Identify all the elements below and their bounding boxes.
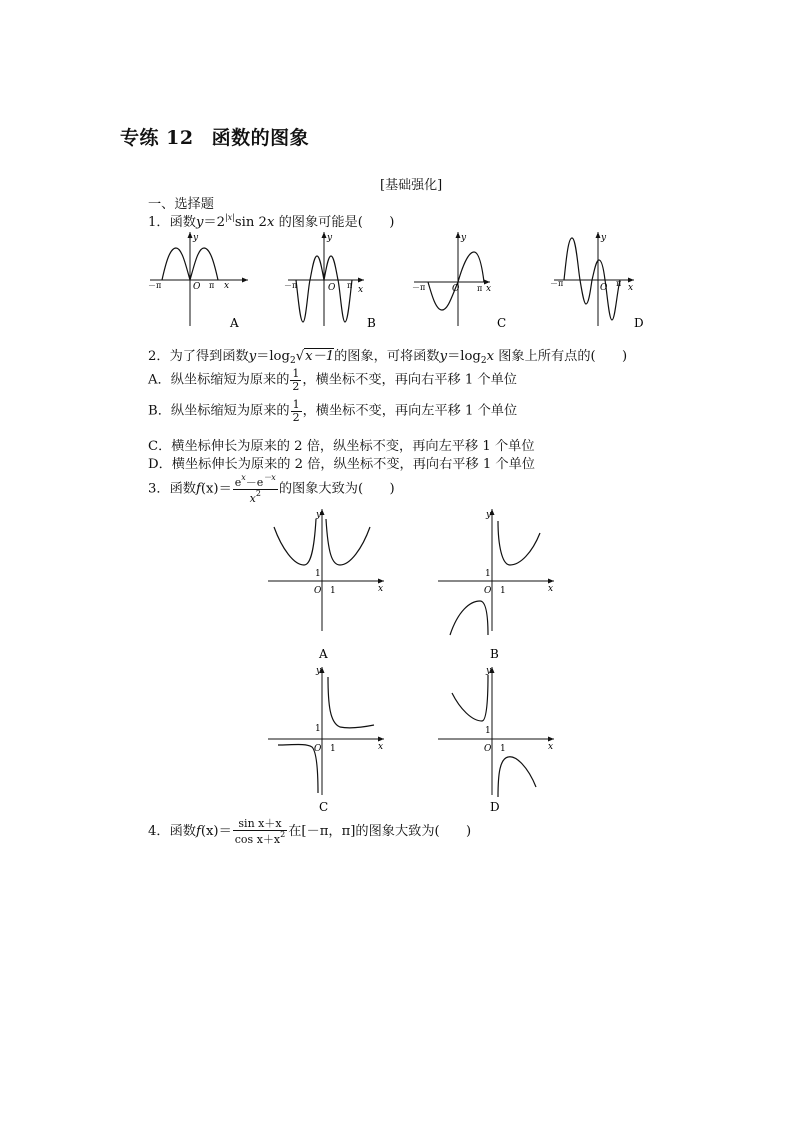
q2-option-d: D．横坐标伸长为原来的 2 倍，纵坐标不变，再向右平移 1 个单位 bbox=[148, 457, 535, 472]
q3-option-d: D bbox=[490, 800, 500, 814]
q3-func-f: f bbox=[195, 481, 201, 497]
q3c-one-x: 1 bbox=[330, 744, 336, 754]
q1-exponent: |x| bbox=[224, 213, 235, 222]
q3b-one-y: 1 bbox=[485, 569, 491, 579]
q2-opt-a-pre: A．纵坐标缩短为原来的 bbox=[148, 372, 290, 388]
q3-num-e1: e bbox=[234, 476, 242, 489]
q3d-one-x: 1 bbox=[500, 744, 506, 754]
q1-graphs bbox=[140, 226, 660, 332]
q1-graph-d bbox=[550, 232, 644, 330]
q3d-one-y: 1 bbox=[485, 726, 491, 736]
q3b-axis-y: y bbox=[486, 510, 492, 520]
q1b-axis-x: x bbox=[358, 285, 364, 295]
q1d-origin: O bbox=[600, 283, 608, 293]
q3-numerator bbox=[233, 474, 278, 490]
q3c-origin: O bbox=[314, 744, 322, 754]
q2-opt-a-post: ，横坐标不变，再向右平移 1 个单位 bbox=[302, 372, 517, 388]
q3c-axis-x: x bbox=[378, 742, 384, 752]
q2-log2: ＝log bbox=[447, 349, 481, 364]
q2-option-c: C．横坐标伸长为原来的 2 倍，纵坐标不变，再向左平移 1 个单位 bbox=[148, 439, 535, 454]
q1-graph-a bbox=[148, 232, 248, 330]
q2b-frac-num: 1 bbox=[292, 398, 300, 411]
q2a-frac-den: 2 bbox=[292, 379, 300, 393]
title-number: 专练 12 bbox=[120, 127, 194, 149]
q2-option-a bbox=[148, 368, 517, 392]
q3-denominator bbox=[233, 490, 278, 505]
q1b-pi: π bbox=[347, 281, 353, 290]
page-title bbox=[120, 123, 309, 150]
q3a-origin: O bbox=[314, 586, 322, 596]
q2-text-mid: 的图象，可将函数 bbox=[334, 349, 440, 364]
q1-text-post: 的图象可能是( ) bbox=[274, 215, 395, 230]
q2-text-pre: 为了得到函数 bbox=[169, 349, 249, 364]
q3-graph-a bbox=[268, 509, 384, 661]
q1-sin: sin 2 bbox=[234, 215, 267, 230]
q4-text-pre: 函数 bbox=[169, 824, 196, 840]
q1b-origin: O bbox=[328, 283, 336, 293]
q3a-axis-x: x bbox=[378, 584, 384, 594]
q2-base2: 2 bbox=[480, 356, 487, 366]
q3b-one-x: 1 bbox=[500, 586, 506, 596]
q1-eq: ＝2 bbox=[203, 215, 225, 230]
q1c-pi: π bbox=[477, 284, 483, 293]
q3-fraction bbox=[233, 474, 278, 504]
q2-log1: ＝log bbox=[256, 349, 290, 364]
q3b-axis-x: x bbox=[548, 584, 554, 594]
q3-number: 3． bbox=[148, 481, 170, 497]
q4-den-text: cos x＋x bbox=[234, 832, 281, 846]
q1-option-c: C bbox=[497, 316, 507, 330]
q1c-axis-x: x bbox=[486, 284, 492, 294]
q1d-axis-y: y bbox=[601, 233, 607, 243]
q1-var-x: x bbox=[266, 215, 275, 230]
q3a-one-x: 1 bbox=[330, 586, 336, 596]
q3-den-x: x bbox=[249, 491, 256, 505]
q2-text-post: 图象上所有点的( ) bbox=[494, 349, 628, 364]
q2-number: 2． bbox=[148, 349, 170, 364]
question-4 bbox=[148, 818, 471, 845]
q2-option-b bbox=[148, 399, 517, 423]
q3-graph-c bbox=[268, 666, 384, 814]
section-heading: [基础强化] bbox=[380, 178, 443, 193]
q1d-neg-pi: －π bbox=[550, 279, 564, 288]
q3b-origin: O bbox=[484, 586, 492, 596]
q1c-axis-y: y bbox=[461, 233, 467, 243]
q3-option-a: A bbox=[319, 647, 328, 661]
q4-number: 4． bbox=[148, 824, 170, 840]
q1d-axis-x: x bbox=[628, 283, 634, 293]
q2-var-y: y bbox=[248, 349, 257, 364]
q1b-axis-y: y bbox=[327, 233, 333, 243]
q2-opt-b-fraction bbox=[291, 399, 302, 423]
q1a-neg-pi: －π bbox=[148, 281, 162, 290]
q4-arg: (x)＝ bbox=[200, 824, 232, 840]
q3-option-b: B bbox=[490, 647, 499, 661]
q3-option-c: C bbox=[319, 800, 329, 814]
q1-var-y: y bbox=[195, 215, 204, 230]
question-2 bbox=[148, 345, 627, 366]
q3-text-pre: 函数 bbox=[169, 481, 196, 497]
title-text: 函数的图象 bbox=[211, 127, 310, 149]
q2-sqrt-sign: √ bbox=[295, 349, 305, 364]
q1-option-d: D bbox=[634, 316, 644, 330]
q2-opt-a-fraction bbox=[290, 368, 301, 392]
q4-fraction bbox=[233, 818, 287, 845]
q2-var-y2: y bbox=[439, 349, 448, 364]
q1-graph-b bbox=[284, 232, 376, 330]
q3d-axis-y: y bbox=[486, 666, 492, 676]
part-heading: 一、选择题 bbox=[148, 197, 214, 212]
q1-graph-c bbox=[412, 232, 506, 330]
q2b-frac-den: 2 bbox=[292, 410, 300, 424]
q3c-axis-y: y bbox=[316, 666, 322, 676]
q1-text-pre: 函数 bbox=[169, 215, 196, 230]
q3d-origin: O bbox=[484, 744, 492, 754]
q4-func-f: f bbox=[195, 824, 201, 840]
q1c-origin: O bbox=[452, 284, 460, 294]
q2-opt-b-post: ，横坐标不变，再向左平移 1 个单位 bbox=[302, 403, 518, 419]
q3a-axis-y: y bbox=[316, 510, 322, 520]
q1b-neg-pi: －π bbox=[284, 281, 298, 290]
q1d-pi: π bbox=[616, 279, 622, 288]
q4-den-exp: 2 bbox=[280, 829, 286, 839]
question-3 bbox=[148, 474, 395, 504]
q1a-pi: π bbox=[209, 281, 215, 290]
q1c-neg-pi: －π bbox=[412, 283, 426, 292]
q3c-one-y: 1 bbox=[315, 724, 321, 734]
q3-graph-d bbox=[438, 666, 554, 814]
q3-num-exp2: －x bbox=[263, 473, 276, 482]
q3a-one-y: 1 bbox=[315, 569, 321, 579]
q3-graph-b bbox=[438, 509, 554, 661]
q3-text-post: 的图象大致为( ) bbox=[278, 481, 395, 497]
q2-var-x2: x bbox=[486, 349, 495, 364]
q1a-axis-y: y bbox=[193, 233, 199, 243]
q1a-axis-x: x bbox=[224, 281, 230, 291]
q2-base1: 2 bbox=[289, 356, 296, 366]
q4-numerator: sin x＋x bbox=[233, 818, 287, 831]
q4-text-post: 在[－π，π]的图象大致为( ) bbox=[288, 824, 472, 840]
q3-num-mid: －e bbox=[245, 476, 264, 489]
q2-opt-b-pre: B．纵坐标缩短为原来的 bbox=[148, 403, 290, 419]
q3-num-exp1: x bbox=[241, 473, 246, 482]
q1-number: 1． bbox=[148, 215, 170, 230]
q1-option-a: A bbox=[230, 316, 239, 330]
q3-arg: (x)＝ bbox=[200, 481, 232, 497]
q3-graphs bbox=[260, 505, 570, 815]
q3-den-exp: 2 bbox=[255, 488, 261, 498]
q3d-axis-x: x bbox=[548, 742, 554, 752]
q1-option-b: B bbox=[367, 316, 376, 330]
q1a-origin: O bbox=[193, 282, 201, 292]
q2-radicand: x－1 bbox=[305, 349, 335, 364]
q2a-frac-num: 1 bbox=[292, 367, 300, 380]
q4-denominator bbox=[233, 831, 287, 846]
